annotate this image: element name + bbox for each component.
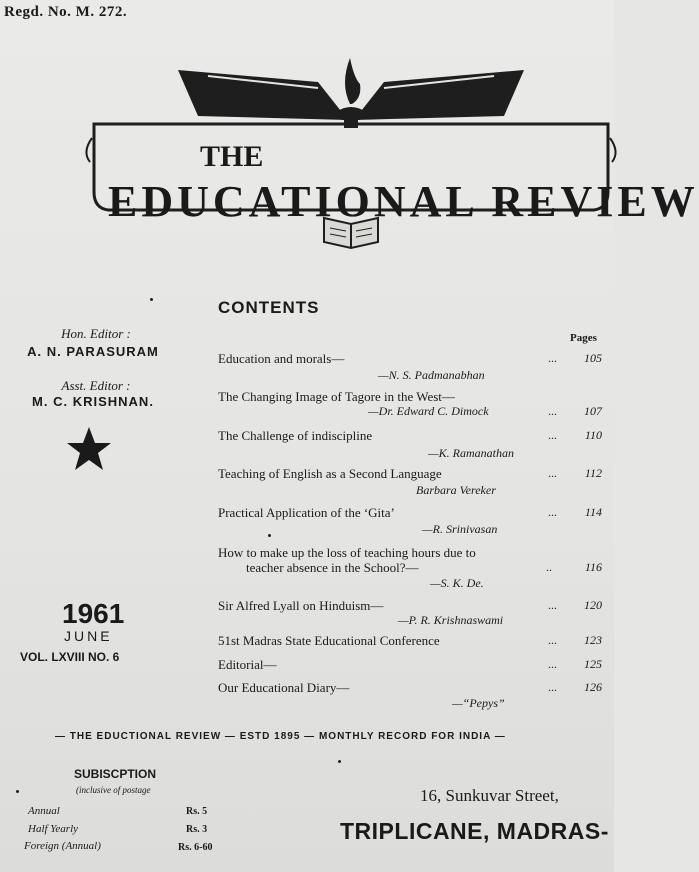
rate-label: Annual [28, 805, 60, 817]
issue-volume: VOL. LXVIII NO. 6 [20, 650, 120, 664]
toc-item-page: 110 [584, 428, 602, 442]
toc-item-author: —S. K. De. [430, 576, 484, 590]
toc-item-title-continued: teacher absence in the School?— [246, 560, 419, 575]
ink-speck [338, 760, 341, 763]
toc-item-page: 126 [584, 680, 602, 694]
hon-editor-name: A. N. PARASURAM [27, 344, 159, 359]
toc-item-title: How to make up the loss of teaching hours due to [218, 545, 476, 560]
rate-label: Half Yearly [28, 823, 79, 835]
issue-year: 1961 [62, 598, 125, 629]
toc-item-page: 123 [584, 633, 602, 647]
toc-leader: ... [548, 598, 557, 612]
toc-item-author: —K. Ramanathan [428, 446, 515, 460]
right-wing-banner [354, 70, 524, 120]
toc-item-page: 116 [584, 560, 602, 574]
subscription-note: (inclusive of postage [76, 785, 151, 795]
rate-price: Rs. 5 [186, 806, 208, 817]
issue-month: JUNE [64, 628, 113, 644]
toc-item-author: —P. R. Krishnaswami [398, 613, 504, 627]
toc-leader: ... [548, 466, 557, 480]
toc-item-title: Practical Application of the ‘Gita’ [218, 505, 395, 520]
toc-item-page: 120 [584, 598, 602, 612]
ink-speck [150, 298, 153, 301]
toc-item-title: Teaching of English as a Second Language [218, 466, 442, 481]
address-city: TRIPLICANE, MADRAS- [340, 818, 609, 844]
toc-leader: ... [548, 428, 557, 442]
toc-item-author: —R. Srinivasan [422, 522, 498, 536]
journal-tagline: — THE EDUCTIONAL REVIEW — ESTD 1895 — MONTHLY RECORD FOR INDIA — [55, 731, 506, 742]
toc-item-title: Education and morals— [218, 351, 345, 366]
pages-column-label: Pages [570, 332, 597, 344]
subscription-title: SUBISCPTION [74, 767, 157, 781]
rate-price: Rs. 6-60 [178, 842, 213, 853]
left-wing-banner [178, 70, 348, 120]
toc-item-title: Editorial— [218, 657, 277, 672]
toc-item-author: Barbara Vereker [416, 483, 496, 497]
asst-editor-name: M. C. KRISHNAN. [32, 394, 154, 409]
toc-item-author: —Dr. Edward C. Dimock [368, 404, 489, 418]
toc-item-author: —N. S. Padmanabhan [378, 368, 485, 382]
address-street: 16, Sunkuvar Street, [420, 786, 559, 805]
lamp-icon [336, 58, 366, 128]
contents-heading: CONTENTS [218, 298, 320, 317]
star-icon [66, 426, 112, 472]
toc-leader: ... [548, 351, 557, 365]
ink-speck [16, 790, 19, 793]
registration-number: Regd. No. M. 272. [4, 4, 128, 20]
toc-item-author: —“Pepys” [452, 696, 505, 710]
masthead-prefix: THE [200, 140, 264, 173]
toc-item-title: 51st Madras State Educational Conference [218, 633, 440, 648]
toc-leader: ... [548, 505, 557, 519]
toc-leader: ... [548, 680, 557, 694]
toc-item-title: Our Educational Diary— [218, 680, 350, 695]
rate-price: Rs. 3 [186, 824, 208, 835]
toc-item-title: The Challenge of indiscipline [218, 428, 373, 443]
toc-item-title: Sir Alfred Lyall on Hinduism— [218, 598, 384, 613]
toc-item-page: 112 [584, 466, 602, 480]
hon-editor-role: Hon. Editor : [61, 326, 131, 341]
asst-editor-role: Asst. Editor : [61, 378, 131, 393]
toc-item-title: The Changing Image of Tagore in the West— [218, 389, 455, 404]
toc-leader: ... [548, 404, 557, 418]
toc-item-page: 114 [584, 505, 602, 519]
rate-label: Foreign (Annual) [24, 840, 101, 852]
toc-leader: ... [548, 657, 557, 671]
masthead-title: EDUCATIONAL REVIEW [108, 177, 699, 226]
toc-item-page: 125 [584, 657, 602, 671]
toc-leader: .. [546, 560, 552, 574]
toc-item-page: 105 [584, 351, 602, 365]
toc-item-page: 107 [584, 404, 602, 418]
toc-leader: ... [548, 633, 557, 647]
ink-speck [268, 534, 271, 537]
